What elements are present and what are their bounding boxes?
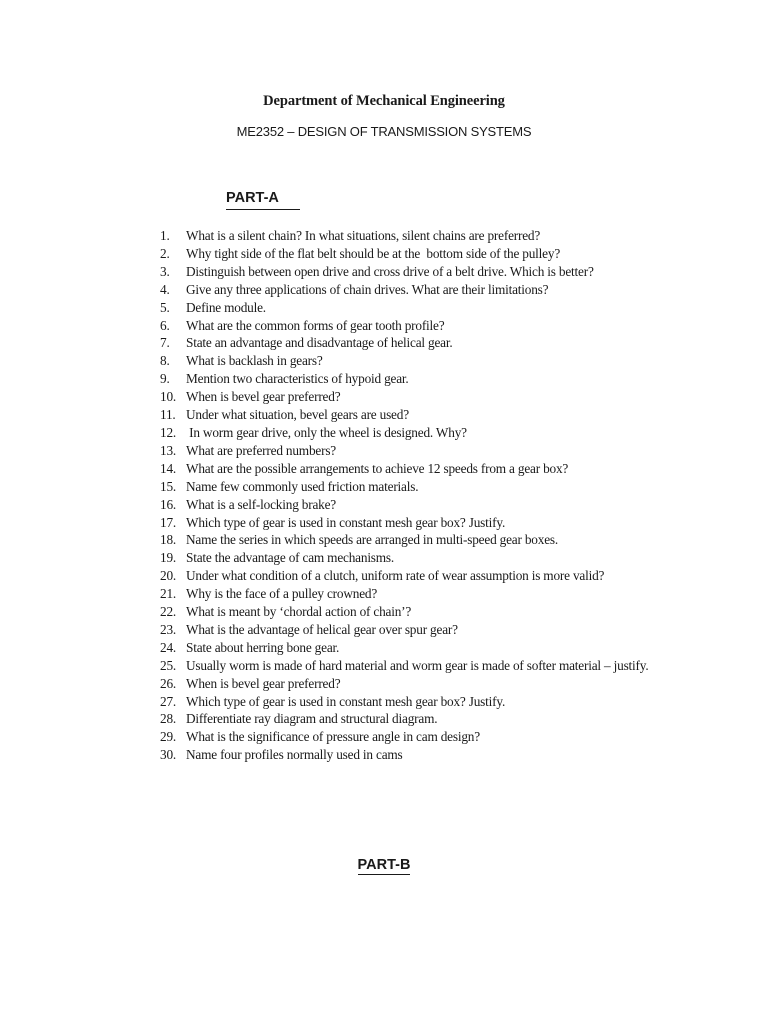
question-item (160, 388, 720, 406)
question-item (160, 406, 720, 424)
question-number: 23. (160, 621, 177, 637)
question-item (160, 478, 720, 496)
question-item (160, 603, 720, 621)
question-number: 7. (160, 335, 170, 351)
question-text: Why tight side of the flat belt should be at the bottom side of the pulley? (186, 245, 561, 261)
question-item (160, 496, 720, 514)
question-item (160, 639, 720, 657)
question-item (160, 567, 720, 585)
question-text: Under what situation, bevel gears are used? (186, 407, 409, 423)
department-title: Department of Mechanical Engineering (263, 93, 505, 109)
question-item (160, 621, 720, 639)
question-item (160, 299, 720, 317)
question-item (160, 585, 720, 603)
question-text: Give any three applications of chain drives. What are their limitations? (186, 281, 549, 297)
question-item (160, 549, 720, 567)
question-text: What is meant by ‘chordal action of chain’? (186, 604, 412, 620)
question-item (160, 710, 720, 728)
question-text: Usually worm is made of hard material and worm gear is made of softer material – justify. (186, 657, 649, 673)
question-number: 4. (160, 281, 170, 297)
question-text: What is backlash in gears? (186, 353, 323, 369)
question-number: 12. (160, 424, 177, 440)
question-number: 18. (160, 532, 177, 548)
question-item (160, 693, 720, 711)
question-number: 14. (160, 460, 177, 476)
question-text: What is the advantage of helical gear over spur gear? (186, 621, 458, 637)
question-text: Differentiate ray diagram and structural diagram. (186, 711, 438, 727)
question-text: Name the series in which speeds are arranged in multi-speed gear boxes. (186, 532, 559, 548)
question-item (160, 352, 720, 370)
question-number: 19. (160, 550, 177, 566)
question-text: When is bevel gear preferred? (186, 389, 341, 405)
question-number: 11. (160, 407, 176, 423)
question-item (160, 334, 720, 352)
question-item (160, 263, 720, 281)
question-number: 17. (160, 514, 177, 530)
question-item (160, 746, 720, 764)
question-text: What is a self-locking brake? (186, 496, 337, 512)
question-item (160, 227, 720, 245)
question-item (160, 531, 720, 549)
question-item (160, 281, 720, 299)
question-text: State an advantage and disadvantage of helical gear. (186, 335, 453, 351)
question-item (160, 245, 720, 263)
question-item (160, 442, 720, 460)
question-text: Which type of gear is used in constant mesh gear box? Justify. (186, 693, 506, 709)
question-text: What are the possible arrangements to achieve 12 speeds from a gear box? (186, 460, 569, 476)
question-text: Distinguish between open drive and cross drive of a belt drive. Which is better? (186, 263, 594, 279)
question-item (160, 424, 720, 442)
question-text: What is a silent chain? In what situations, silent chains are preferred? (186, 228, 541, 243)
part-b-section (0, 857, 768, 875)
question-number: 13. (160, 442, 177, 458)
question-number: 24. (160, 639, 177, 655)
question-number: 9. (160, 371, 170, 387)
question-item (160, 460, 720, 478)
question-item (160, 514, 720, 532)
question-text: Define module. (186, 299, 266, 315)
question-text: Name four profiles normally used in cams (186, 747, 403, 763)
question-item (160, 675, 720, 693)
question-number: 6. (160, 317, 170, 333)
question-text: What is the significance of pressure angle in cam design? (186, 729, 480, 745)
question-number: 2. (160, 245, 170, 261)
question-text: In worm gear drive, only the wheel is designed. Why? (186, 424, 467, 440)
question-text: Why is the face of a pulley crowned? (186, 586, 378, 602)
question-number: 27. (160, 693, 177, 709)
question-number: 22. (160, 604, 177, 620)
question-number: 1. (160, 228, 170, 243)
question-number: 10. (160, 389, 177, 405)
course-title: ME2352 – DESIGN OF TRANSMISSION SYSTEMS (236, 124, 532, 139)
question-text: What are the common forms of gear tooth profile? (186, 317, 445, 333)
question-text: Name few commonly used friction materials. (186, 478, 419, 494)
question-number: 29. (160, 729, 177, 745)
question-number: 25. (160, 657, 177, 673)
question-number: 26. (160, 675, 177, 691)
question-item (160, 657, 720, 675)
question-number: 8. (160, 353, 170, 369)
question-number: 5. (160, 299, 170, 315)
part-b-heading: PART-B (357, 857, 411, 873)
question-number: 30. (160, 747, 177, 763)
part-a-heading: PART-A (226, 190, 279, 206)
question-text: State about herring bone gear. (186, 639, 340, 655)
question-number: 3. (160, 263, 170, 279)
part-a-question-list (160, 227, 720, 764)
question-number: 28. (160, 711, 177, 727)
question-text: Mention two characteristics of hypoid gear. (186, 371, 409, 387)
question-number: 16. (160, 496, 177, 512)
question-item (160, 370, 720, 388)
question-text: Under what condition of a clutch, uniform rate of wear assumption is more valid? (186, 568, 605, 584)
question-text: What are preferred numbers? (186, 442, 337, 458)
question-text: State the advantage of cam mechanisms. (186, 550, 395, 566)
question-text: Which type of gear is used in constant mesh gear box? Justify. (186, 514, 506, 530)
question-number: 15. (160, 478, 177, 494)
question-item (160, 728, 720, 746)
question-number: 21. (160, 586, 177, 602)
part-a-underline (226, 209, 300, 210)
question-number: 20. (160, 568, 177, 584)
question-text: When is bevel gear preferred? (186, 675, 341, 691)
question-item (160, 317, 720, 335)
